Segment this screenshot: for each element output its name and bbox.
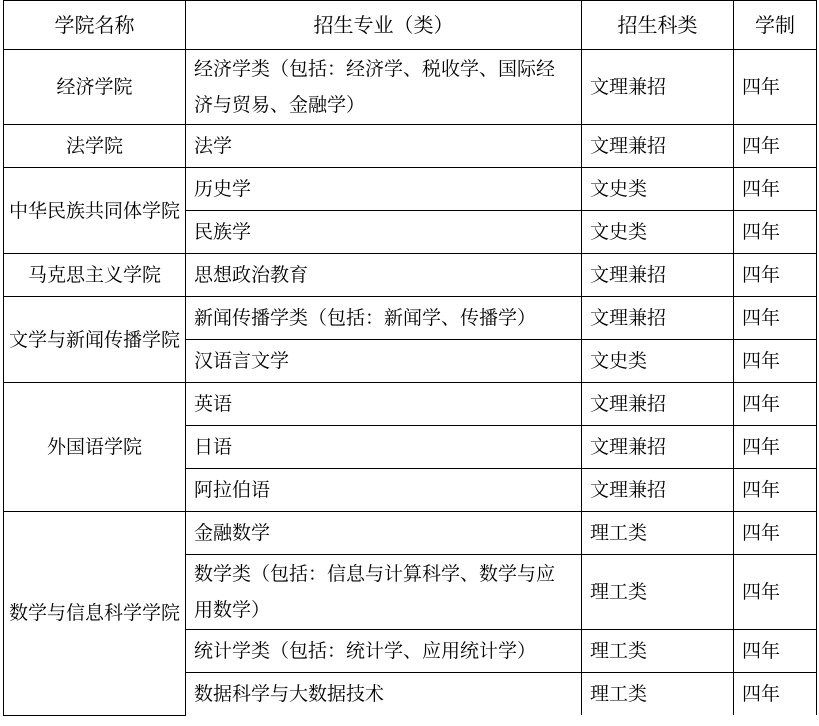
category-cell: 文理兼招 (582, 297, 734, 340)
category-cell: 理工类 (582, 512, 734, 555)
college-cell: 经济学院 (4, 50, 186, 125)
major-cell: 思想政治教育 (186, 254, 582, 297)
header-college: 学院名称 (4, 1, 186, 50)
years-cell: 四年 (734, 512, 817, 555)
category-cell: 文史类 (582, 168, 734, 211)
category-cell: 理工类 (582, 673, 734, 716)
major-cell: 汉语言文学 (186, 340, 582, 383)
category-cell: 文理兼招 (582, 125, 734, 168)
header-row (4, 1, 817, 50)
years-cell: 四年 (734, 340, 817, 383)
major-cell: 日语 (186, 426, 582, 469)
years-cell: 四年 (734, 211, 817, 254)
major-cell: 英语 (186, 383, 582, 426)
admissions-table (3, 0, 817, 716)
years-cell: 四年 (734, 50, 817, 125)
table-row (4, 50, 817, 125)
years-cell: 四年 (734, 555, 817, 630)
years-cell: 四年 (734, 469, 817, 512)
years-cell: 四年 (734, 168, 817, 211)
major-cell: 阿拉伯语 (186, 469, 582, 512)
major-cell: 统计学类（包括：统计学、应用统计学） (186, 630, 582, 673)
major-cell: 数据科学与大数据技术 (186, 673, 582, 716)
years-cell: 四年 (734, 383, 817, 426)
category-cell: 文理兼招 (582, 254, 734, 297)
college-cell: 中华民族共同体学院 (4, 168, 186, 254)
major-cell: 新闻传播学类（包括：新闻学、传播学） (186, 297, 582, 340)
college-cell: 文学与新闻传播学院 (4, 297, 186, 383)
header-years: 学制 (734, 1, 817, 50)
category-cell: 文理兼招 (582, 469, 734, 512)
table-row (4, 125, 817, 168)
years-cell: 四年 (734, 254, 817, 297)
category-cell: 文理兼招 (582, 383, 734, 426)
header-category: 招生科类 (582, 1, 734, 50)
college-cell: 外国语学院 (4, 383, 186, 512)
major-cell: 经济学类（包括：经济学、税收学、国际经济与贸易、金融学） (186, 50, 582, 125)
college-cell: 数学与信息科学学院 (4, 512, 186, 716)
category-cell: 文史类 (582, 340, 734, 383)
years-cell: 四年 (734, 297, 817, 340)
category-cell: 文理兼招 (582, 426, 734, 469)
category-cell: 文史类 (582, 211, 734, 254)
years-cell: 四年 (734, 426, 817, 469)
college-cell: 法学院 (4, 125, 186, 168)
major-cell: 民族学 (186, 211, 582, 254)
table-row (4, 168, 817, 211)
major-cell: 数学类（包括：信息与计算科学、数学与应用数学） (186, 555, 582, 630)
table-row (4, 383, 817, 426)
years-cell: 四年 (734, 630, 817, 673)
college-cell: 马克思主义学院 (4, 254, 186, 297)
category-cell: 理工类 (582, 630, 734, 673)
category-cell: 文理兼招 (582, 50, 734, 125)
major-cell: 法学 (186, 125, 582, 168)
category-cell: 理工类 (582, 555, 734, 630)
major-cell: 金融数学 (186, 512, 582, 555)
table-row (4, 297, 817, 340)
years-cell: 四年 (734, 673, 817, 716)
table-row (4, 254, 817, 297)
major-cell: 历史学 (186, 168, 582, 211)
header-major: 招生专业（类） (186, 1, 582, 50)
table-row (4, 512, 817, 555)
years-cell: 四年 (734, 125, 817, 168)
